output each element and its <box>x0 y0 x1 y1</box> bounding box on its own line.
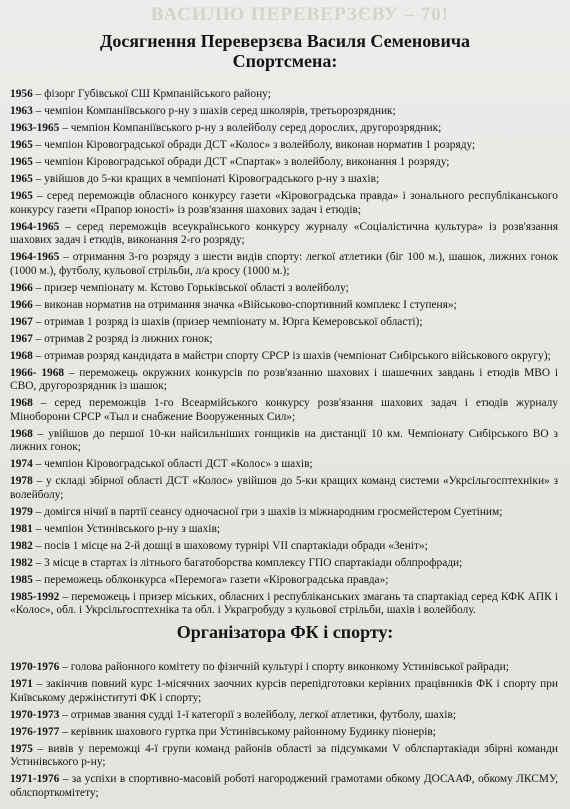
achievement-item <box>10 221 558 248</box>
achievement-year: 1965 <box>10 139 33 151</box>
achievement-text: – отримав розряд кандидата в майстри спорту СРСР із шахів (чемпіонат Сибірського військового округу); <box>32 349 551 362</box>
achievement-year: 1982 <box>10 556 33 569</box>
achievement-item <box>10 173 558 187</box>
achievement-year: 1966- 1968 <box>10 366 65 379</box>
achievement-item <box>10 458 558 472</box>
achievement-text: – чемпіон Устинівського р-ну з шахів; <box>32 522 220 535</box>
achievement-item <box>10 591 558 618</box>
achievement-year: 1956 <box>10 88 33 100</box>
achievement-text: – у складі збірної області ДСТ «Колос» увійшов до 5-ки кращих команд системи «Укрсільгосптехніки» з волейболу; <box>10 475 558 501</box>
achievement-year: 1976-1977 <box>10 725 60 738</box>
achievement-text: – переможець окружних конкурсів по розв'язанню шахових і шашечних завдань і етюдів МВО і СВО, другорозрядник із шашок; <box>10 366 558 392</box>
achievement-text: – отримав 2 розряд із лижних гонок; <box>32 332 213 345</box>
achievement-item <box>10 661 558 675</box>
achievement-item <box>10 282 558 296</box>
achievement-year: 1985 <box>10 573 33 586</box>
achievement-text: – посів 1 місце на 2-й дошці в шаховому турнірі VII спартакіади обради «Зеніт»; <box>32 539 428 552</box>
achievement-item <box>10 316 558 330</box>
achievement-text: – голова районного комітету по фізичній культурі і спорту виконкому Устинівської райради; <box>59 661 509 673</box>
achievement-item <box>10 726 558 740</box>
section-title-sportsman: Спортсмена: <box>232 51 338 71</box>
achievement-year: 1978 <box>10 475 33 487</box>
achievement-item <box>10 540 558 554</box>
sportsman-achievements-list <box>10 88 558 621</box>
achievement-year: 1979 <box>10 505 33 518</box>
achievement-year: 1966 <box>10 298 33 311</box>
achievement-item <box>10 397 558 424</box>
achievement-text: – фізорг Губівської СШ Крмпанійського району; <box>32 88 271 100</box>
achievement-year: 1965 <box>10 173 33 185</box>
achievement-year: 1966 <box>10 281 33 294</box>
achievement-item <box>10 574 558 588</box>
achievement-item <box>10 506 558 520</box>
achievement-text: – керівник шахового гуртка при Устинівському районному Будинку піонерів; <box>59 725 436 738</box>
achievement-year: 1985-1992 <box>10 590 60 603</box>
achievement-year: 1974 <box>10 458 33 470</box>
achievement-text: – вивів у переможці 4-ї групи команд районів області за підсумками V облспартакіади збірні команди Устинівського р-ну; <box>10 742 558 768</box>
achievement-text: – чемпіон Кіровоградської обради ДСТ «Колос» з волейболу, виконав норматив 1 розряду; <box>32 139 476 151</box>
achievement-year: 1963 <box>10 105 33 117</box>
achievement-item <box>10 105 558 119</box>
achievement-text: – чемпіон Кіровоградської обради ДСТ «Спартак» з волейболу, виконання 1 розряду; <box>32 156 450 168</box>
achievement-year: 1965 <box>10 190 33 202</box>
achievement-year: 1971 <box>10 678 33 690</box>
achievement-year: 1970-1976 <box>10 661 60 673</box>
achievement-text: – переможець і призер міських, обласних і республіканських змагань та спартакіад серед КФК АПК і «Колос», обл. і Укрсільгосптехніка та обл. і Украгробуду з кульової стрільби, шахів і волейболу. <box>10 590 558 616</box>
achievement-item <box>10 475 558 502</box>
achievement-text: – отримав звання судді 1-ї категорії з волейболу, легкої атлетики, футболу, шахів; <box>59 708 457 721</box>
achievement-text: – отримав 1 розряд із шахів (призер чемпіонату м. Юрга Кемеровської області); <box>32 315 423 328</box>
achievement-year: 1975 <box>10 742 33 755</box>
achievement-year: 1964-1965 <box>10 220 60 233</box>
achievement-item <box>10 139 558 153</box>
achievement-year: 1968 <box>10 427 33 440</box>
section-title-organizer: Організатора ФК і спорту: <box>176 622 394 642</box>
achievement-item <box>10 678 558 705</box>
achievement-text: – серед переможців всеукраїнського конкурсу журналу «Соціалістична культура» із розв'язання шахових задач і етюдів, виконання 2-го розряду; <box>10 220 558 246</box>
achievement-text: – за успіхи в спортивно-масовій роботі нагороджений грамотами обкому ДОСААФ, обкому ЛКСМУ, облспорткомітету; <box>10 773 558 799</box>
document-title: Досягнення Переверзєва Василя Семеновича <box>99 31 471 51</box>
organizer-achievements-list <box>10 661 558 804</box>
achievement-text: – призер чемпіонату м. Кстово Горьківської області з волейболу; <box>32 281 349 294</box>
achievement-year: 1970-1973 <box>10 708 60 721</box>
achievement-year: 1968 <box>10 349 33 362</box>
achievement-text: – серед переможців 1-го Всеармійського конкурсу розв'язання шахових задач і етюдів журналу Міноборони СРСР «Тыл и снабжение Вооруженных Сил»; <box>10 397 558 423</box>
achievement-text: – чемпіон Компаніївського р-ну з шахів серед школярів, третьорозрядник; <box>32 105 396 117</box>
achievement-year: 1981 <box>10 522 33 535</box>
achievement-year: 1965 <box>10 156 33 168</box>
achievement-item <box>10 251 558 278</box>
achievement-text: – чемпіон Компаніївського р-ну з волейболу серед дорослих, другорозрядник; <box>59 122 442 134</box>
faded-header-text: ВАСИЛЮ ПЕРЕВЕРЗЄВУ – 70! <box>150 4 450 25</box>
achievement-item <box>10 88 558 102</box>
achievement-item <box>10 299 558 313</box>
achievement-item <box>10 773 558 800</box>
achievement-text: – увійшов до першої 10-ки найсильніших гонщиків на дистанції 10 км. Чемпіонату Сибірського ВО з лижних гонок; <box>10 427 558 453</box>
achievement-text: – переможець облконкурса «Перемога» газети «Кіровоградська правда»; <box>32 573 389 586</box>
achievement-item <box>10 367 558 394</box>
achievement-year: 1971-1976 <box>10 773 60 785</box>
achievement-text: – серед переможців обласного конкурсу газети «Кіровоградська правда» і зонального республіканського конкурсу газети «Прапор юності» із розв'язання шахових задач і етюдів; <box>10 190 558 216</box>
achievement-text: – виконав норматив на отримання значка «Військово-спортивний комплекс І ступеня»; <box>32 298 457 311</box>
achievement-year: 1967 <box>10 332 33 345</box>
achievement-text: – увійшов до 5-ки кращих в чемпіонаті Кіровоградського р-ну з шахів; <box>32 173 380 185</box>
achievement-text: – домігся нічиї в партії сеансу одночасної гри з шахів із міжнародним гросмейстером Суетіним; <box>32 505 503 518</box>
achievement-item <box>10 156 558 170</box>
achievement-year: 1982 <box>10 539 33 552</box>
achievement-year: 1964-1965 <box>10 251 60 263</box>
achievement-item <box>10 743 558 770</box>
achievement-item <box>10 122 558 136</box>
achievement-item <box>10 709 558 723</box>
achievement-year: 1963-1965 <box>10 122 60 134</box>
achievement-item <box>10 190 558 217</box>
achievement-item <box>10 333 558 347</box>
achievement-year: 1968 <box>10 397 33 409</box>
achievement-text: – отримання 3-го розряду з шести видів спорту: легкої атлетики (біг 100 м.), шашок, лижних гонок (1000 м.), футболу, кульової стрільби, л/а кросу (1000 м.); <box>10 251 558 277</box>
achievement-year: 1967 <box>10 315 33 328</box>
achievement-text: – чемпіон Кіровоградської області ДСТ «Колос» з шахів; <box>32 458 313 470</box>
achievement-item <box>10 428 558 455</box>
achievement-item <box>10 350 558 364</box>
achievement-text: – закінчив повний курс 1-місячних заочних курсів перепідготовки керівних працівників ФК і спорту при Київському держінституті ФК і спорту; <box>10 678 558 704</box>
achievement-item <box>10 523 558 537</box>
achievement-text: – 3 місце в стартах із літнього багатоборства комплексу ГПО спартакіади облпрофради; <box>32 556 463 569</box>
achievement-item <box>10 557 558 571</box>
